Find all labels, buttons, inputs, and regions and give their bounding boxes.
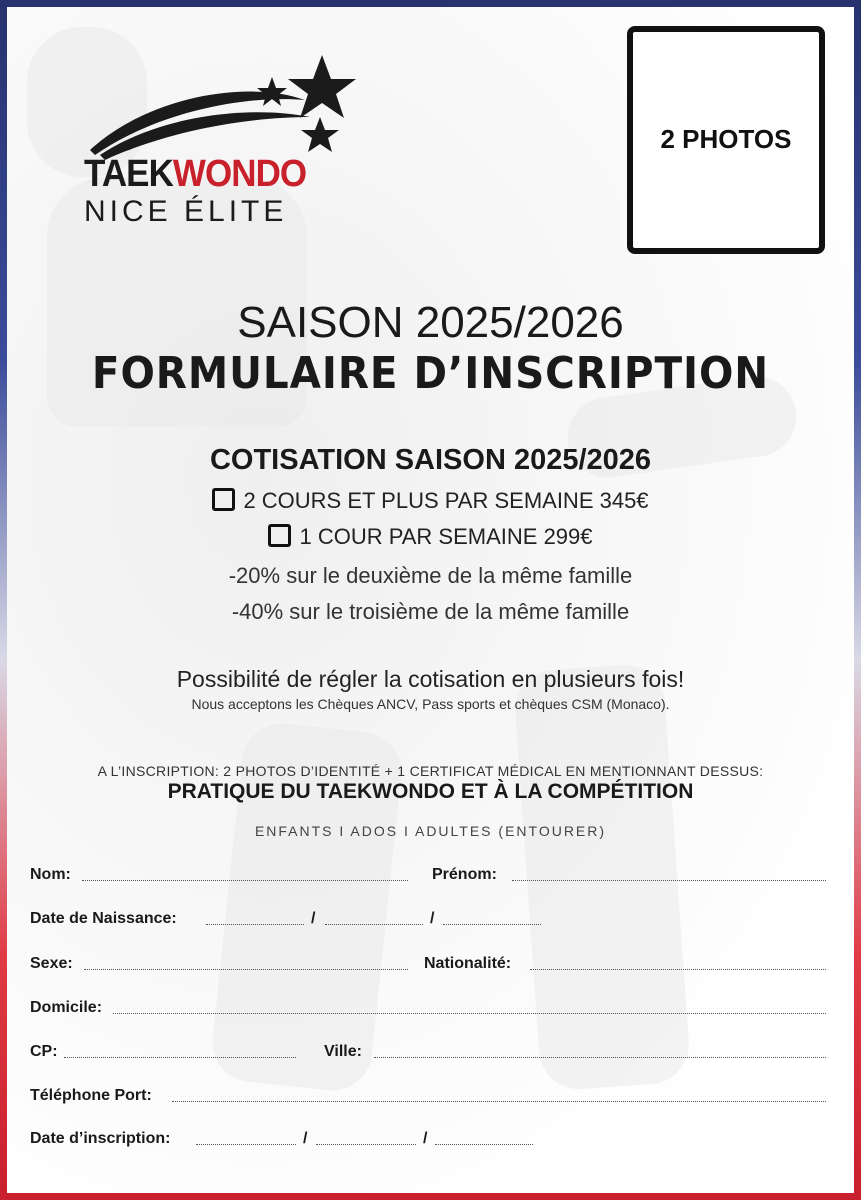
accepted-payments: Nous acceptons les Chèques ANCV, Pass sports et chèques CSM (Monaco). bbox=[191, 696, 670, 712]
cp-label: CP: bbox=[30, 1043, 58, 1060]
inscription-year-field[interactable] bbox=[435, 1144, 533, 1145]
requirements-emphasis: PRATIQUE DU TAEKWONDO ET À LA COMPÉTITION bbox=[167, 780, 694, 803]
checkbox[interactable] bbox=[268, 524, 291, 547]
requirements-line: A L’INSCRIPTION: 2 PHOTOS D’IDENTITÉ + 1 CERTIFICAT MÉDICAL EN MENTIONNANT DESSUS: bbox=[97, 763, 764, 779]
stars-icon bbox=[80, 55, 370, 165]
prenom-field[interactable] bbox=[512, 880, 826, 881]
date-separator: / bbox=[311, 910, 316, 927]
form-title: FORMULAIRE D’INSCRIPTION bbox=[91, 348, 770, 399]
option-one-course: 1 COUR PAR SEMAINE 299€ bbox=[0, 524, 861, 550]
domicile-field[interactable] bbox=[113, 1013, 826, 1014]
date-separator: / bbox=[423, 1130, 428, 1147]
categories-line: ENFANTS I ADOS I ADULTES (ENTOURER) bbox=[254, 823, 607, 839]
cotisation-title: COTISATION SAISON 2025/2026 bbox=[209, 444, 652, 476]
birthdate-year-field[interactable] bbox=[443, 924, 541, 925]
payment-possibility: Possibilité de régler la cotisation en plusieurs fois! bbox=[176, 666, 685, 692]
club-logo bbox=[80, 55, 370, 235]
inscription-month-field[interactable] bbox=[316, 1144, 416, 1145]
photo-label: 2 PHOTOS bbox=[660, 124, 792, 154]
nationalite-field[interactable] bbox=[530, 969, 826, 970]
date-separator: / bbox=[430, 910, 435, 927]
inscription-date-label: Date d’inscription: bbox=[30, 1130, 171, 1147]
domicile-label: Domicile: bbox=[30, 999, 103, 1016]
nom-field[interactable] bbox=[82, 880, 408, 881]
photo-placeholder bbox=[627, 26, 825, 254]
inscription-day-field[interactable] bbox=[196, 1144, 296, 1145]
telephone-field[interactable] bbox=[172, 1101, 826, 1102]
birthdate-label: Date de Naissance: bbox=[30, 910, 177, 927]
discount-third: -40% sur le troisième de la même famille bbox=[231, 599, 630, 624]
date-separator: / bbox=[303, 1130, 308, 1147]
logo-wordmark: TAEKWONDO bbox=[84, 153, 307, 195]
option-two-courses: 2 COURS ET PLUS PAR SEMAINE 345€ bbox=[0, 488, 861, 514]
nom-label: Nom: bbox=[30, 866, 71, 883]
prenom-label: Prénom: bbox=[432, 866, 497, 883]
telephone-label: Téléphone Port: bbox=[30, 1087, 152, 1104]
nationalite-label: Nationalité: bbox=[424, 955, 512, 972]
checkbox[interactable] bbox=[212, 488, 235, 511]
birthdate-month-field[interactable] bbox=[325, 924, 423, 925]
sexe-label: Sexe: bbox=[30, 955, 73, 972]
birthdate-day-field[interactable] bbox=[206, 924, 304, 925]
sexe-field[interactable] bbox=[84, 969, 408, 970]
ville-field[interactable] bbox=[374, 1057, 826, 1058]
logo-subtitle: NICE ÉLITE bbox=[84, 195, 288, 228]
cp-field[interactable] bbox=[64, 1057, 296, 1058]
season-heading: SAISON 2025/2026 bbox=[237, 298, 624, 347]
ville-label: Ville: bbox=[324, 1043, 362, 1060]
discount-second: -20% sur le deuxième de la même famille bbox=[228, 563, 633, 588]
